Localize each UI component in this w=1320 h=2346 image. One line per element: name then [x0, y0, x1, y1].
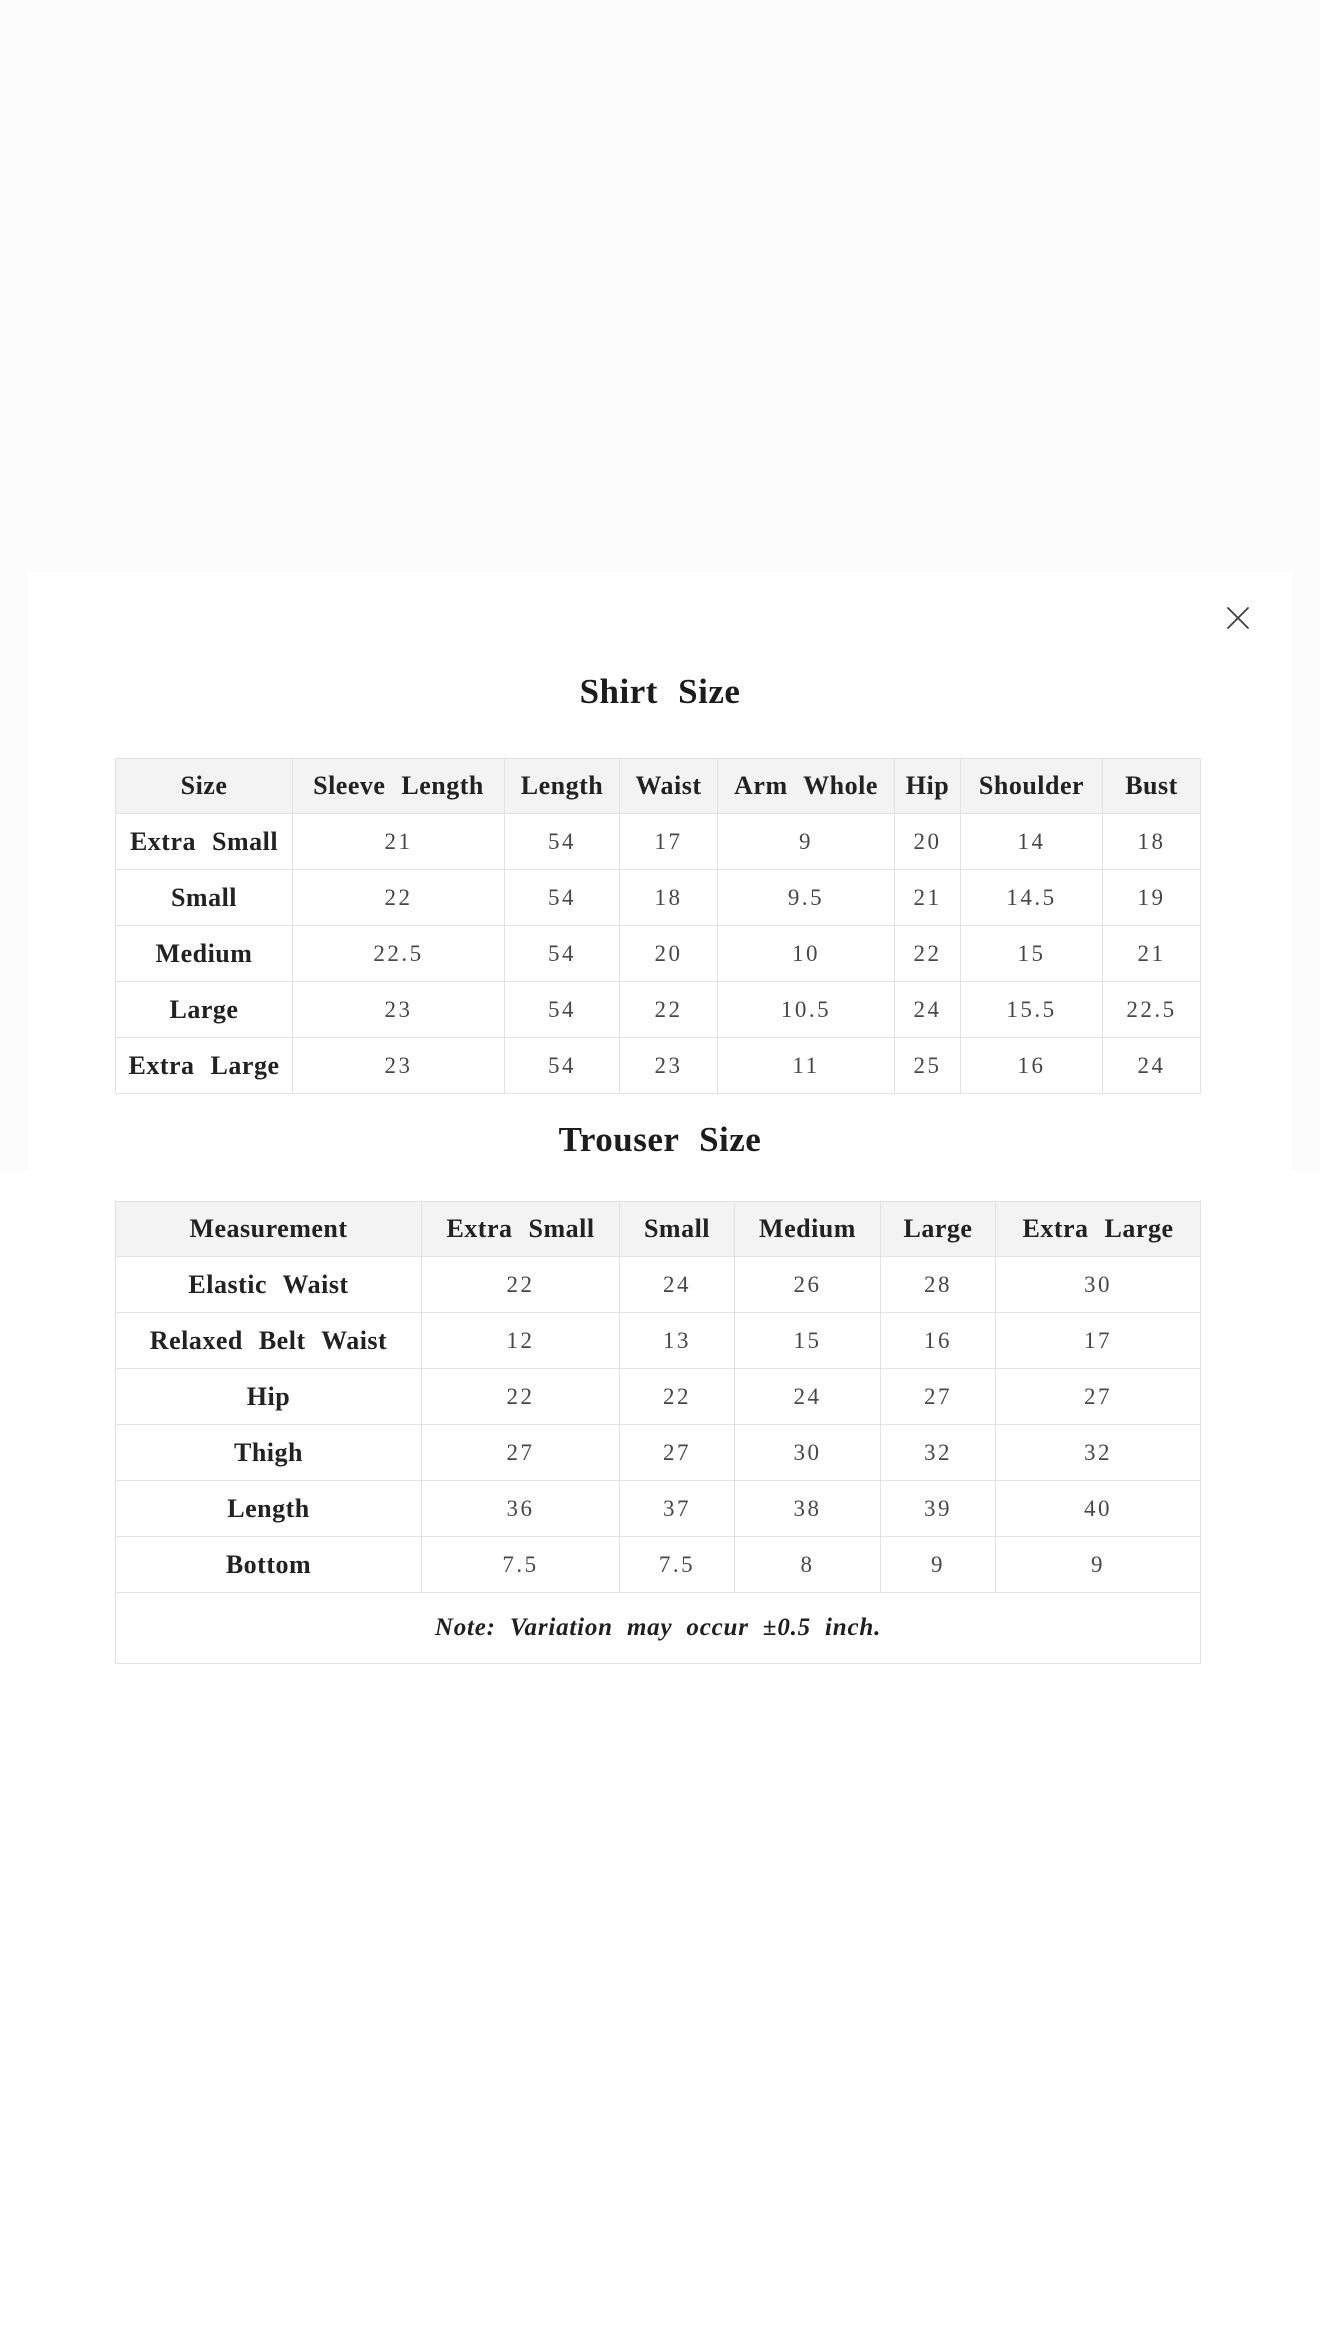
table-cell: 27 — [422, 1425, 620, 1481]
table-cell: 24 — [895, 982, 961, 1038]
table-row — [116, 1257, 1201, 1313]
row-label: Bottom — [116, 1537, 422, 1593]
table-cell: 10.5 — [718, 982, 895, 1038]
table-cell: 17 — [620, 814, 718, 870]
table-row — [116, 1425, 1201, 1481]
size-chart-modal — [28, 572, 1292, 2346]
table-cell: 54 — [505, 870, 620, 926]
table-cell: 27 — [620, 1425, 735, 1481]
table-cell: 27 — [996, 1369, 1201, 1425]
table-cell: 38 — [735, 1481, 881, 1537]
note-row — [116, 1593, 1201, 1664]
table-cell: 18 — [620, 870, 718, 926]
table-cell: 16 — [881, 1313, 996, 1369]
column-header: Extra Small — [422, 1202, 620, 1257]
column-header: Waist — [620, 759, 718, 814]
column-header: Extra Large — [996, 1202, 1201, 1257]
table-cell: 36 — [422, 1481, 620, 1537]
table-cell: 18 — [1103, 814, 1201, 870]
table-cell: 9.5 — [718, 870, 895, 926]
table-cell: 39 — [881, 1481, 996, 1537]
close-icon — [1225, 605, 1251, 631]
table-cell: 16 — [961, 1038, 1103, 1094]
column-header: Hip — [895, 759, 961, 814]
table-cell: 23 — [293, 1038, 505, 1094]
table-cell: 11 — [718, 1038, 895, 1094]
table-cell: 22 — [620, 982, 718, 1038]
table-cell: 24 — [735, 1369, 881, 1425]
column-header: Measurement — [116, 1202, 422, 1257]
table-cell: 40 — [996, 1481, 1201, 1537]
table-note: Note: Variation may occur ±0.5 inch. — [116, 1593, 1201, 1664]
close-button[interactable] — [1221, 601, 1255, 635]
table-cell: 22 — [422, 1257, 620, 1313]
table-cell: 26 — [735, 1257, 881, 1313]
table-row — [116, 1038, 1201, 1094]
table-cell: 22 — [620, 1369, 735, 1425]
table-cell: 20 — [895, 814, 961, 870]
table-cell: 37 — [620, 1481, 735, 1537]
table-cell: 15 — [961, 926, 1103, 982]
table-cell: 23 — [293, 982, 505, 1038]
row-label: Hip — [116, 1369, 422, 1425]
table-row — [116, 1481, 1201, 1537]
table-cell: 12 — [422, 1313, 620, 1369]
trouser-size-table — [115, 1201, 1201, 1664]
table-cell: 22 — [422, 1369, 620, 1425]
table-cell: 30 — [996, 1257, 1201, 1313]
table-cell: 17 — [996, 1313, 1201, 1369]
table-cell: 15 — [735, 1313, 881, 1369]
row-label: Relaxed Belt Waist — [116, 1313, 422, 1369]
trouser-size-title: Trouser Size — [558, 1120, 762, 1159]
table-row — [116, 1369, 1201, 1425]
table-cell: 23 — [620, 1038, 718, 1094]
table-cell: 10 — [718, 926, 895, 982]
table-cell: 24 — [1103, 1038, 1201, 1094]
column-header: Size — [116, 759, 293, 814]
table-cell: 7.5 — [620, 1537, 735, 1593]
row-label: Extra Large — [116, 1038, 293, 1094]
table-cell: 54 — [505, 926, 620, 982]
table-cell: 9 — [718, 814, 895, 870]
table-cell: 22 — [293, 870, 505, 926]
row-label: Length — [116, 1481, 422, 1537]
table-cell: 9 — [996, 1537, 1201, 1593]
shirt-size-title: Shirt Size — [579, 672, 741, 711]
table-cell: 32 — [881, 1425, 996, 1481]
table-cell: 30 — [735, 1425, 881, 1481]
header-row — [116, 1202, 1201, 1257]
column-header: Arm Whole — [718, 759, 895, 814]
row-label: Small — [116, 870, 293, 926]
column-header: Small — [620, 1202, 735, 1257]
table-cell: 54 — [505, 1038, 620, 1094]
row-label: Elastic Waist — [116, 1257, 422, 1313]
row-label: Extra Small — [116, 814, 293, 870]
column-header: Large — [881, 1202, 996, 1257]
table-cell: 14.5 — [961, 870, 1103, 926]
header-row — [116, 759, 1201, 814]
table-cell: 15.5 — [961, 982, 1103, 1038]
table-row — [116, 982, 1201, 1038]
table-cell: 28 — [881, 1257, 996, 1313]
shirt-size-table — [115, 758, 1201, 1094]
table-cell: 22.5 — [293, 926, 505, 982]
column-header: Shoulder — [961, 759, 1103, 814]
table-cell: 8 — [735, 1537, 881, 1593]
column-header: Bust — [1103, 759, 1201, 814]
row-label: Medium — [116, 926, 293, 982]
table-cell: 54 — [505, 982, 620, 1038]
table-cell: 25 — [895, 1038, 961, 1094]
table-cell: 24 — [620, 1257, 735, 1313]
table-cell: 22 — [895, 926, 961, 982]
table-row — [116, 814, 1201, 870]
table-cell: 21 — [1103, 926, 1201, 982]
table-cell: 9 — [881, 1537, 996, 1593]
table-row — [116, 870, 1201, 926]
table-cell: 19 — [1103, 870, 1201, 926]
table-cell: 14 — [961, 814, 1103, 870]
row-label: Large — [116, 982, 293, 1038]
table-row — [116, 1313, 1201, 1369]
row-label: Thigh — [116, 1425, 422, 1481]
table-row — [116, 926, 1201, 982]
table-cell: 7.5 — [422, 1537, 620, 1593]
table-cell: 32 — [996, 1425, 1201, 1481]
table-row — [116, 1537, 1201, 1593]
table-cell: 20 — [620, 926, 718, 982]
table-cell: 13 — [620, 1313, 735, 1369]
column-header: Medium — [735, 1202, 881, 1257]
table-cell: 54 — [505, 814, 620, 870]
table-cell: 22.5 — [1103, 982, 1201, 1038]
table-cell: 27 — [881, 1369, 996, 1425]
table-cell: 21 — [293, 814, 505, 870]
column-header: Length — [505, 759, 620, 814]
table-cell: 21 — [895, 870, 961, 926]
column-header: Sleeve Length — [293, 759, 505, 814]
